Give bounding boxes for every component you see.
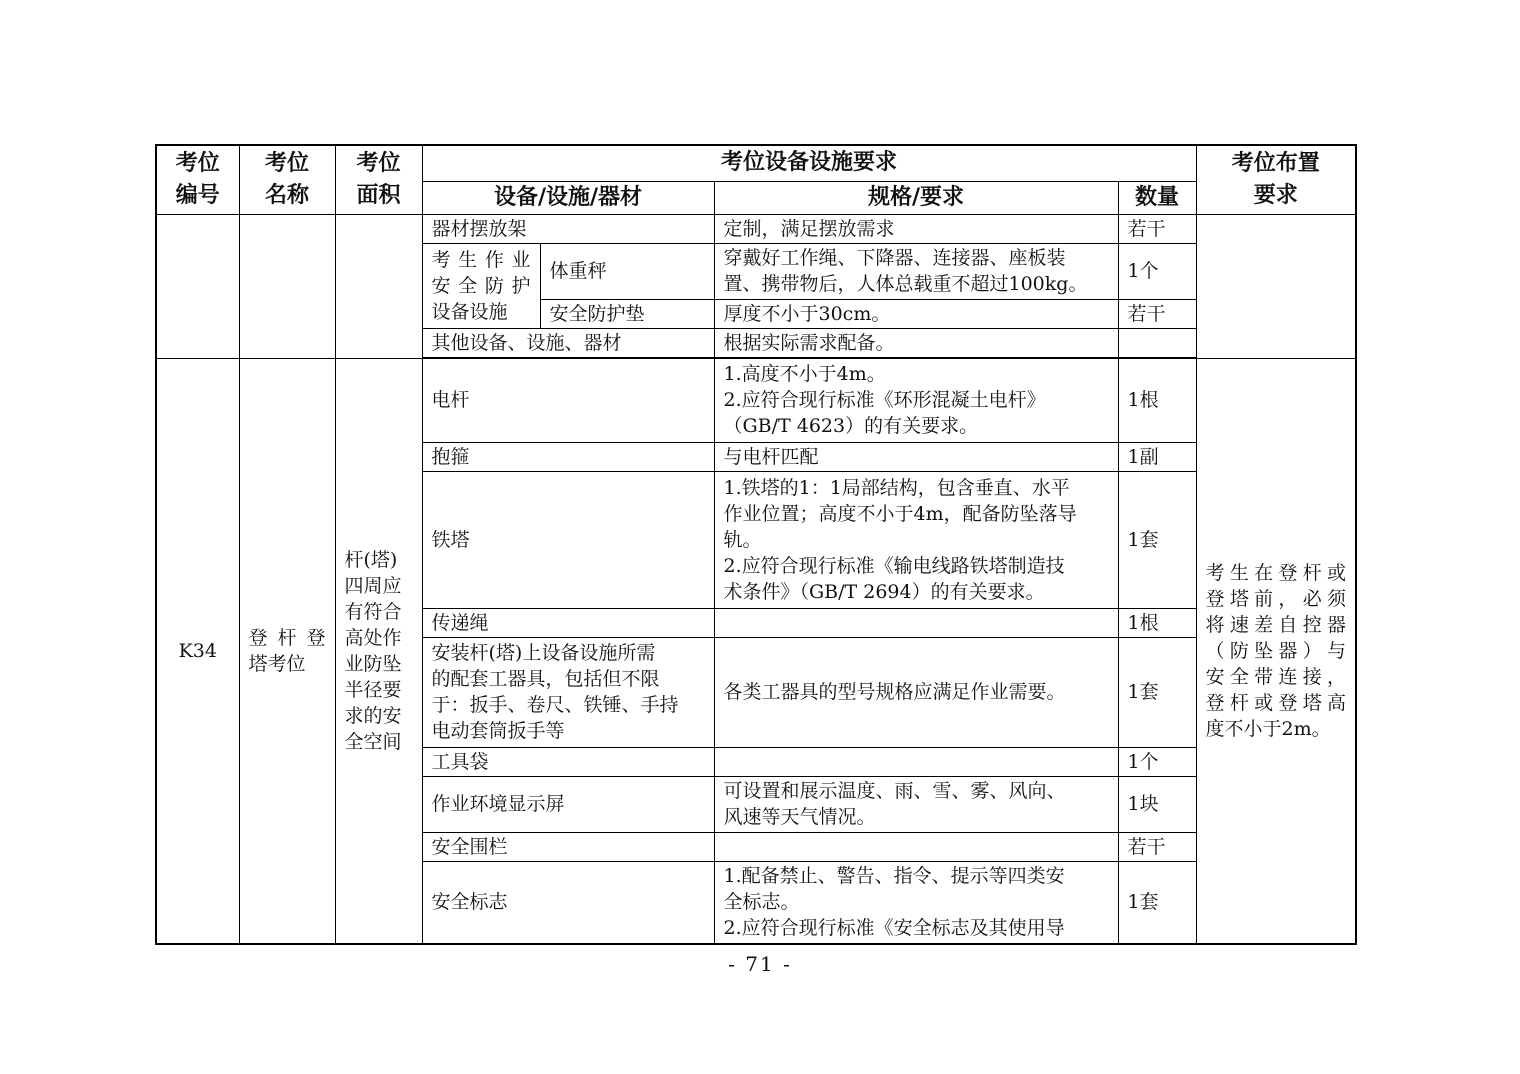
spec-cell: [714, 608, 1118, 637]
item-cell: 作业环境显示屏: [422, 776, 714, 832]
area-cell: [335, 214, 422, 358]
header-area: 考位 面积: [335, 145, 422, 214]
qty-cell: 1套: [1118, 471, 1196, 608]
qty-cell: 若干: [1118, 832, 1196, 861]
qty-cell: 1套: [1118, 637, 1196, 747]
layout-requirement: 考生在登杆或 登塔前，必须 将速差自控器 （防坠器）与 安全带连接， 登杆或登塔高 度不小于2m。: [1196, 358, 1356, 944]
equipment-table: [155, 144, 1357, 945]
item-cell: 抱箍: [422, 442, 714, 471]
spec-cell: 1.配备禁止、警告、指令、提示等四类安 全标志。 2.应符合现行标准《安全标志及其使用导: [714, 861, 1118, 944]
spec-cell: 1.高度不小于4m。 2.应符合现行标准《环形混凝土电杆》 （GB/T 4623）的有关要求。: [714, 358, 1118, 442]
qty-cell: 1根: [1118, 608, 1196, 637]
item-cell: 安全防护垫: [540, 299, 714, 328]
header-requirements-group: 考位设备设施要求: [422, 145, 1196, 181]
qty-cell: [1118, 328, 1196, 357]
table-row: [156, 358, 1356, 442]
header-layout: 考位布置 要求: [1196, 145, 1356, 214]
spec-cell: 可设置和展示温度、雨、雪、雾、风向、 风速等天气情况。: [714, 776, 1118, 832]
qty-cell: 1根: [1118, 358, 1196, 442]
page-number: - 71 -: [728, 952, 792, 976]
header-spec: 规格/要求: [714, 181, 1118, 214]
qty-cell: 若干: [1118, 214, 1196, 243]
item-cell: 器材摆放架: [422, 214, 714, 243]
qty-cell: 若干: [1118, 299, 1196, 328]
group-cell: 考 生 作 业 安 全 防 护 设备设施: [422, 243, 540, 328]
position-name: 登 杆 登 塔考位: [239, 358, 335, 944]
item-cell: 安全围栏: [422, 832, 714, 861]
spec-cell: 厚度不小于30cm。: [714, 299, 1118, 328]
qty-cell: 1块: [1118, 776, 1196, 832]
header-name: 考位 名称: [239, 145, 335, 214]
spec-cell: 根据实际需求配备。: [714, 328, 1118, 357]
id-cell: [156, 214, 239, 358]
header-equipment: 设备/设施/器材: [422, 181, 714, 214]
item-cell: 电杆: [422, 358, 714, 442]
qty-cell: 1个: [1118, 747, 1196, 776]
qty-cell: 1套: [1118, 861, 1196, 944]
table-row: [156, 214, 1356, 243]
position-area: 杆(塔) 四周应 有符合 高处作 业防坠 半径要 求的安 全空间: [335, 358, 422, 944]
header-id: 考位 编号: [156, 145, 239, 214]
item-cell: 铁塔: [422, 471, 714, 608]
item-cell: 其他设备、设施、器材: [422, 328, 714, 357]
spec-cell: 穿戴好工作绳、下降器、连接器、座板装 置、携带物后，人体总载重不超过100kg。: [714, 243, 1118, 299]
header-qty: 数量: [1118, 181, 1196, 214]
spec-cell: 与电杆匹配: [714, 442, 1118, 471]
item-cell: 体重秤: [540, 243, 714, 299]
spec-cell: [714, 747, 1118, 776]
position-id: K34: [156, 358, 239, 944]
spec-cell: 定制，满足摆放需求: [714, 214, 1118, 243]
item-cell: 安全标志: [422, 861, 714, 944]
item-cell: 工具袋: [422, 747, 714, 776]
layout-cell: [1196, 214, 1356, 358]
qty-cell: 1副: [1118, 442, 1196, 471]
item-cell: 安装杆(塔)上设备设施所需 的配套工器具，包括但不限 于：扳手、卷尺、铁锤、手持 电动套筒扳手等: [422, 637, 714, 747]
spec-cell: 各类工器具的型号规格应满足作业需要。: [714, 637, 1118, 747]
item-cell: 传递绳: [422, 608, 714, 637]
name-cell: [239, 214, 335, 358]
spec-cell: 1.铁塔的1：1局部结构，包含垂直、水平 作业位置；高度不小于4m，配备防坠落导 轨。 2.应符合现行标准《输电线路铁塔制造技 术条件》（GB/T 2694）的有关要求。: [714, 471, 1118, 608]
qty-cell: 1个: [1118, 243, 1196, 299]
spec-cell: [714, 832, 1118, 861]
